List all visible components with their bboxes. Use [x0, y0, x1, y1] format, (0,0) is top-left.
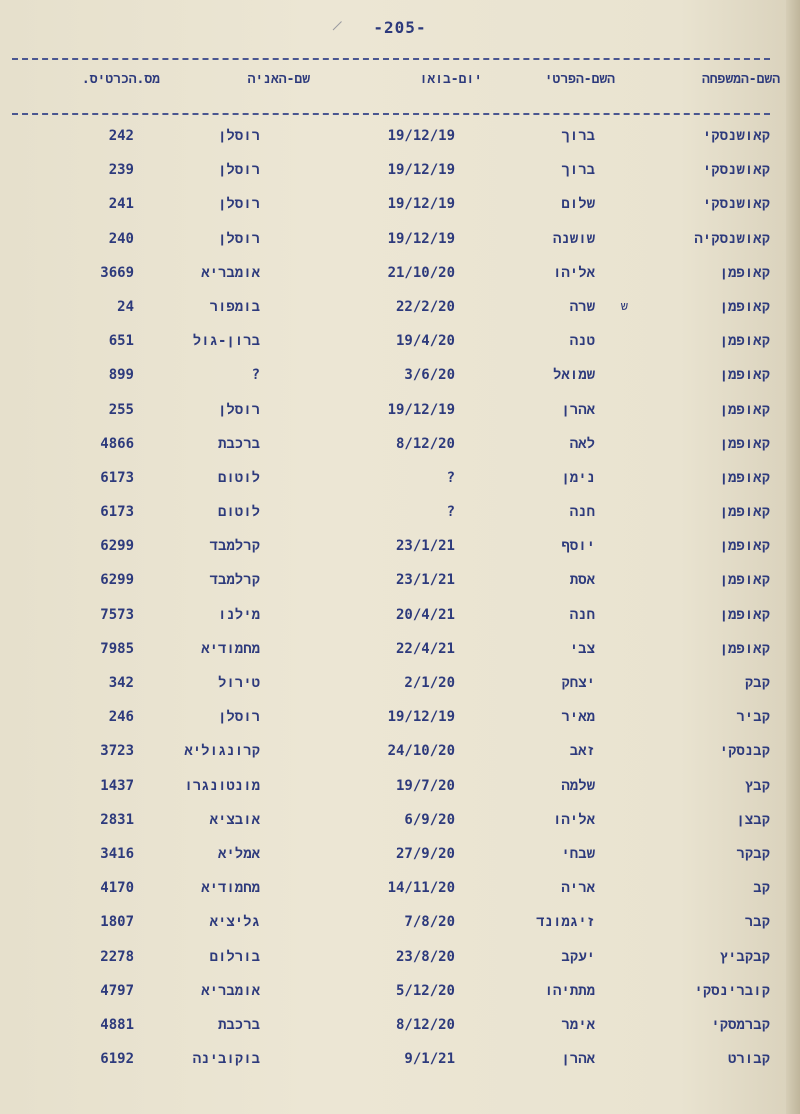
arrival-date-cell: ? — [446, 504, 455, 521]
family-name-cell: קאופמן — [719, 572, 770, 589]
arrival-date-cell: 5/12/20 — [395, 982, 455, 999]
table-row — [0, 735, 800, 769]
first-name-cell: שמואל — [552, 367, 595, 384]
header-arrival-date: יום-בואו — [419, 72, 482, 87]
table-row — [0, 701, 800, 735]
table-row — [0, 838, 800, 872]
family-name-cell: קאושנסקי — [702, 162, 770, 179]
table-row — [0, 462, 800, 496]
arrival-date-cell: 19/12/19 — [387, 128, 455, 144]
first-name-cell: יוסף — [561, 538, 595, 555]
table-row — [0, 667, 800, 701]
first-name-cell: אליהו — [552, 811, 595, 828]
arrival-date-cell: 19/12/19 — [387, 230, 455, 247]
arrival-date-cell: 19/12/19 — [387, 401, 455, 418]
ship-name-cell: ? — [251, 367, 260, 384]
margin-mark: ש — [620, 298, 628, 313]
family-name-cell: קאופמן — [719, 435, 770, 452]
first-name-cell: מאיר — [561, 709, 595, 726]
first-name-cell: חנה — [569, 504, 595, 521]
family-name-cell: קוברינסקי — [694, 982, 770, 999]
table-row — [0, 530, 800, 564]
ship-name-cell: קרלמבד — [209, 538, 260, 555]
ship-name-cell: טירול — [217, 675, 260, 691]
family-name-cell: קאושנסקי — [702, 128, 770, 144]
arrival-date-cell: 20/4/21 — [395, 606, 455, 623]
family-name-cell: קבץ — [744, 777, 770, 794]
arrival-date-cell: 23/1/21 — [395, 572, 455, 589]
family-name-cell: קביר — [736, 709, 770, 726]
card-number-cell: 246 — [108, 709, 134, 726]
family-name-cell: קבקביץ — [719, 948, 770, 965]
family-name-cell: קבנסקי — [719, 743, 770, 760]
card-number-cell: 7985 — [100, 640, 134, 657]
table-header — [0, 72, 800, 102]
page-number: -205- — [373, 18, 427, 37]
table-row — [0, 1043, 800, 1077]
arrival-date-cell: 19/12/19 — [387, 709, 455, 726]
card-number-cell: 4881 — [100, 1016, 134, 1033]
card-number-cell: 4797 — [100, 982, 134, 999]
table-row — [0, 564, 800, 598]
card-number-cell: 3416 — [100, 845, 134, 862]
arrival-date-cell: 27/9/20 — [395, 845, 455, 862]
card-number-cell: 651 — [108, 333, 134, 350]
card-number-cell: 2831 — [100, 811, 134, 828]
table-row — [0, 188, 800, 222]
first-name-cell: מתתיהו — [544, 982, 595, 999]
table-row — [0, 770, 800, 804]
first-name-cell: שרה — [569, 298, 595, 315]
arrival-date-cell: 23/8/20 — [395, 948, 455, 965]
table-row — [0, 633, 800, 667]
card-number-cell: 4170 — [100, 880, 134, 897]
ship-name-cell: אובציא — [209, 811, 260, 828]
card-number-cell: 899 — [108, 367, 134, 384]
page-edge — [786, 0, 800, 1114]
ship-name-cell: בומפור — [209, 298, 260, 315]
ship-name-cell: גליציא — [209, 914, 260, 931]
family-name-cell: קאופמן — [719, 606, 770, 623]
first-name-cell: אליהו — [552, 264, 595, 281]
card-number-cell: 1437 — [100, 777, 134, 794]
ship-name-cell: קרלמבד — [209, 572, 260, 589]
card-number-cell: 241 — [108, 196, 134, 213]
first-name-cell: שלמה — [561, 777, 595, 794]
card-number-cell: 6192 — [100, 1051, 134, 1068]
first-name-cell: ברוך — [561, 128, 595, 144]
arrival-date-cell: 24/10/20 — [387, 743, 455, 760]
table-row — [0, 428, 800, 462]
family-name-cell: קאופמן — [719, 401, 770, 418]
ship-name-cell: מילנו — [217, 606, 260, 623]
ship-name-cell: רוסלן — [217, 401, 260, 418]
card-number-cell: 6299 — [100, 538, 134, 555]
card-number-cell: 342 — [108, 675, 134, 691]
arrival-date-cell: 6/9/20 — [404, 811, 455, 828]
arrival-date-cell: 7/8/20 — [404, 914, 455, 931]
header-card-number: מס.הכרטיס. — [81, 72, 160, 87]
first-name-cell: צבי — [569, 640, 595, 657]
family-name-cell: קאושנסקי — [702, 196, 770, 213]
ship-name-cell: רוסלן — [217, 196, 260, 213]
ship-name-cell: אומבריא — [201, 982, 260, 999]
arrival-date-cell: 8/12/20 — [395, 435, 455, 452]
header-ship-name: שם-האניה — [247, 72, 310, 87]
ship-name-cell: ברכבת — [217, 435, 260, 452]
ship-name-cell: רוסלן — [217, 230, 260, 247]
ship-name-cell: מחמודיא — [201, 880, 260, 897]
arrival-date-cell: 9/1/21 — [404, 1051, 455, 1068]
ship-name-cell: מחמודיא — [201, 640, 260, 657]
arrival-date-cell: 19/12/19 — [387, 196, 455, 213]
card-number-cell: 3669 — [100, 264, 134, 281]
table-row — [0, 120, 800, 154]
card-number-cell: 3723 — [100, 743, 134, 760]
first-name-cell: אריה — [561, 880, 595, 897]
ship-name-cell: לוטום — [217, 469, 260, 486]
table-row — [0, 291, 800, 325]
arrival-date-cell: 21/10/20 — [387, 264, 455, 281]
card-number-cell: 7573 — [100, 606, 134, 623]
header-family-name: השם-המשפחה — [701, 72, 780, 87]
card-number-cell: 242 — [108, 128, 134, 144]
table-row — [0, 154, 800, 188]
ship-name-cell: רוסלן — [217, 128, 260, 144]
table-row — [0, 223, 800, 257]
family-name-cell: קבק — [744, 675, 770, 691]
first-name-cell: יצחק — [561, 675, 595, 691]
ship-name-cell: ברון-גול — [192, 333, 260, 350]
arrival-date-cell: 19/12/19 — [387, 162, 455, 179]
family-name-cell: קאופמן — [719, 504, 770, 521]
arrival-date-cell: 2/1/20 — [404, 675, 455, 691]
ship-name-cell: קרונגוליא — [184, 743, 260, 760]
ship-name-cell: אומבריא — [201, 264, 260, 281]
table-row — [0, 394, 800, 428]
arrival-date-cell: 23/1/21 — [395, 538, 455, 555]
table-row — [0, 599, 800, 633]
table-body — [0, 120, 800, 1077]
first-name-cell: אסת — [569, 572, 595, 589]
family-name-cell: קאופמן — [719, 264, 770, 281]
ship-name-cell: לוטום — [217, 504, 260, 521]
ship-name-cell: אמליא — [217, 845, 260, 862]
family-name-cell: קאופמן — [719, 469, 770, 486]
first-name-cell: שלום — [561, 196, 595, 213]
card-number-cell: 240 — [108, 230, 134, 247]
table-row — [0, 496, 800, 530]
card-number-cell: 2278 — [100, 948, 134, 965]
arrival-date-cell: 22/2/20 — [395, 298, 455, 315]
family-name-cell: קאופמן — [719, 538, 770, 555]
card-number-cell: 24 — [117, 298, 134, 315]
table-row — [0, 872, 800, 906]
ship-name-cell: מונטונגרו — [184, 777, 260, 794]
first-name-cell: טנה — [569, 333, 595, 350]
ship-name-cell: בוקובינה — [192, 1051, 260, 1068]
arrival-date-cell: 22/4/21 — [395, 640, 455, 657]
first-name-cell: אימר — [561, 1016, 595, 1033]
family-name-cell: קאופמן — [719, 367, 770, 384]
table-row — [0, 325, 800, 359]
first-name-cell: חנה — [569, 606, 595, 623]
table-row — [0, 1009, 800, 1043]
family-name-cell: קבורט — [727, 1051, 770, 1068]
card-number-cell: 255 — [108, 401, 134, 418]
arrival-date-cell: 14/11/20 — [387, 880, 455, 897]
ship-name-cell: רוסלן — [217, 709, 260, 726]
first-name-cell: שושנה — [552, 230, 595, 247]
arrival-date-cell: 19/7/20 — [395, 777, 455, 794]
family-name-cell: קברמסקי — [711, 1016, 770, 1033]
family-name-cell: קאופמן — [719, 298, 770, 315]
first-name-cell: זיגמונד — [536, 914, 595, 931]
card-number-cell: 239 — [108, 162, 134, 179]
table-row — [0, 804, 800, 838]
first-name-cell: זאב — [569, 743, 595, 760]
arrival-date-cell: ? — [446, 469, 455, 486]
card-number-cell: 6299 — [100, 572, 134, 589]
family-name-cell: קבצן — [736, 811, 770, 828]
table-row — [0, 941, 800, 975]
card-number-cell: 1807 — [100, 914, 134, 931]
family-name-cell: קבר — [744, 914, 770, 931]
table-row — [0, 257, 800, 291]
header-rule — [12, 113, 770, 115]
ship-name-cell: בורלום — [209, 948, 260, 965]
family-name-cell: קאופמן — [719, 640, 770, 657]
family-name-cell: קאושנסקיה — [694, 230, 770, 247]
ship-name-cell: ברכבת — [217, 1016, 260, 1033]
card-number-cell: 6173 — [100, 504, 134, 521]
first-name-cell: לאה — [569, 435, 595, 452]
card-number-cell: 4866 — [100, 435, 134, 452]
table-row — [0, 906, 800, 940]
table-row — [0, 975, 800, 1009]
ship-name-cell: רוסלן — [217, 162, 260, 179]
first-name-cell: שבחי — [561, 845, 595, 862]
family-name-cell: קב — [753, 880, 770, 897]
family-name-cell: קבקר — [736, 845, 770, 862]
arrival-date-cell: 8/12/20 — [395, 1016, 455, 1033]
first-name-cell: ברוך — [561, 162, 595, 179]
table-row — [0, 359, 800, 393]
top-rule — [12, 58, 770, 60]
arrival-date-cell: 3/6/20 — [404, 367, 455, 384]
arrival-date-cell: 19/4/20 — [395, 333, 455, 350]
first-name-cell: אהרן — [561, 1051, 595, 1068]
header-first-name: השם-הפרטי — [544, 72, 615, 87]
card-number-cell: 6173 — [100, 469, 134, 486]
first-name-cell: יעקב — [561, 948, 595, 965]
family-name-cell: קאופמן — [719, 333, 770, 350]
first-name-cell: אהרן — [561, 401, 595, 418]
first-name-cell: נימן — [561, 469, 595, 486]
